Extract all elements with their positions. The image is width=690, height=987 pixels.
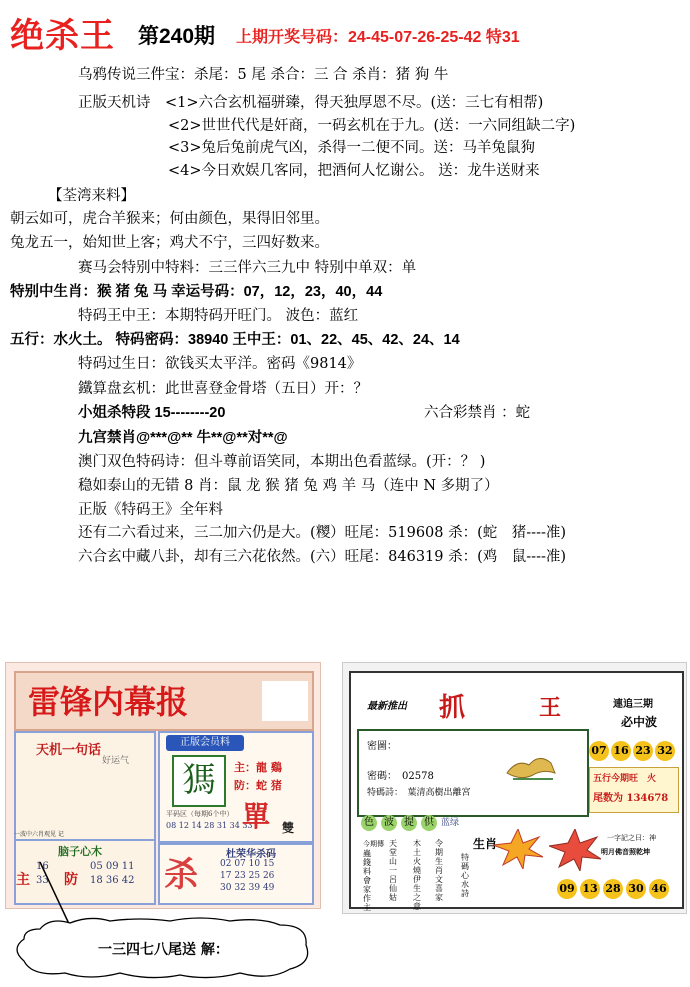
sebo-char: 供 xyxy=(421,815,437,831)
zhu-num-a: 16 xyxy=(36,861,49,872)
col-jinqi: 今期傳 xyxy=(363,840,384,848)
mingyue-text: 明月佛音照乾坤 xyxy=(601,847,650,856)
big-char: 獁 xyxy=(172,755,226,807)
sebo-char: 色 xyxy=(361,815,377,831)
sheng-label: 生肖 xyxy=(473,837,498,851)
zhu-label: 主 xyxy=(16,872,30,888)
fang-animals: 防：蛇 猪 xyxy=(234,779,282,792)
sha-nums-3: 30 32 39 49 xyxy=(220,883,275,893)
line-wuxing: 五行：水火土。 特码密码：38940 王中王：01、22、45、42、24、14 xyxy=(10,332,460,348)
line-tianji-2: <2>世世代代是奸商，一码玄机在于九。(送：一六同组缺二字) xyxy=(168,118,576,134)
line-xiaojie: 小姐杀特段 15--------20 xyxy=(78,405,226,421)
teshi-value: 特碼詩： 葉清高樹出離宮 xyxy=(367,788,471,798)
col-1: 蟲錢料會家作主 xyxy=(363,849,371,912)
cloud-text: 一三四七八尾送 解： xyxy=(98,942,229,958)
ping-label: 平码区（每期6个中） xyxy=(166,810,234,818)
line-saima: 赛马会特别中特料：三三伴六三九中 特别中单双：单 xyxy=(78,260,417,276)
line-tulong: 兔龙五一，始知世上客；鸡犬不宁，三四好数来。 xyxy=(10,235,329,251)
previous-result: 上期开奖号码：24-45-07-26-25-42 特31 xyxy=(236,29,520,46)
zhu-num-b: 33 xyxy=(36,875,49,886)
sha-char: 杀 xyxy=(164,855,198,895)
zhua-lian: 連追三期 xyxy=(613,699,653,710)
mima-label: 密圖： xyxy=(367,741,397,752)
ping-numbers: 08 12 14 28 31 34 33 xyxy=(166,821,253,830)
zhua-wang-panel xyxy=(342,662,687,914)
sebo-row xyxy=(361,815,459,831)
weishu-text: 尾数为 134678 xyxy=(593,793,669,804)
section-quanwan: 【荃湾来料】 xyxy=(48,188,135,204)
ball: 07 xyxy=(589,741,609,761)
line-jinxiao: 六合彩禁肖 ：蛇 xyxy=(424,405,531,421)
col-5: 特碼心水詩 xyxy=(461,853,469,898)
zhua-title-b: 王 xyxy=(539,695,562,721)
line-tianji-3: <3>兔后兔前虎气凶，杀得一二便不同。送：马羊兔鼠狗 xyxy=(168,140,536,156)
col-4: 令期生肖文喜家 xyxy=(435,839,443,902)
balls-row-2 xyxy=(557,879,669,899)
issue-number: 第240期 xyxy=(138,25,216,48)
line-tianji-4: <4>今日欢娱几客同，把酒何人忆谢公。 送：龙牛送财来 xyxy=(168,163,540,179)
line-zhaoyun: 朝云如可，虎合羊猴来；何由颜色，果得旧邻里。 xyxy=(10,211,329,227)
ball: 28 xyxy=(603,879,623,899)
blank-patch xyxy=(262,681,308,721)
dragon-image xyxy=(503,743,559,787)
cloud-bubble xyxy=(10,915,315,981)
zhua-new: 最新推出 xyxy=(367,701,407,712)
yizi-text: 一字記之曰：神 xyxy=(607,834,656,842)
ball: 16 xyxy=(611,741,631,761)
line-wangwei-2: 六合玄中藏八卦，却有三六花依然。(六）旺尾：846319 杀：(鸡 鼠----准) xyxy=(78,549,567,565)
member-box-title: 正版会员料 xyxy=(166,735,244,751)
ball: 46 xyxy=(649,879,669,899)
ball: 32 xyxy=(655,741,675,761)
sebo-char: 波 xyxy=(381,815,397,831)
line-wangzhongwang: 特码王中王：本期特码开旺门。 波色：蓝红 xyxy=(78,308,359,324)
starburst-right xyxy=(549,829,601,871)
dan-char: 單 xyxy=(242,800,271,833)
line-jiugong: 九宫禁肖@***@** 牛**@**对**@ xyxy=(78,430,288,446)
col-3: 木土火燒伊生之意 xyxy=(413,839,421,911)
leifeng-title: 雷锋内幕报 xyxy=(28,683,189,721)
line-wuya: 乌鸦传说三件宝：杀尾：5 尾 杀合：三 合 杀肖：猪 狗 牛 xyxy=(78,67,449,83)
line-tiesuan: 鐵算盘玄机：此世喜登金骨塔（五日）开：？ xyxy=(78,381,368,397)
sebo-char: 提 xyxy=(401,815,417,831)
balls-row-1 xyxy=(589,741,675,761)
tianji-heading: 天机一句话 xyxy=(36,743,102,758)
wuxing-text: 五行今期旺 火 xyxy=(593,774,657,784)
xin-label: 脑子心木 xyxy=(58,845,102,858)
ball: 13 xyxy=(580,879,600,899)
sha-nums-2: 17 23 25 26 xyxy=(220,871,275,881)
zhu-animals: 主：龍 鷄 xyxy=(234,761,282,774)
line-shengri: 特码过生日：欲钱买太平洋。密码《9814》 xyxy=(78,356,362,372)
col-2: 天堂山一呂仙姑 xyxy=(389,839,397,902)
ball: 09 xyxy=(557,879,577,899)
zhua-title-a: 抓 xyxy=(439,693,466,723)
tianji-sub: 好运气 xyxy=(102,756,130,766)
line-wangwei-1: 还有二六看过来，三二加六仍是大。(糭）旺尾：519608 杀：(蛇 猪----准) xyxy=(78,525,567,541)
line-aomen: 澳门双色特码诗：但斗尊前语笑同，本期出色看蓝绿。(开：？ ) xyxy=(78,454,486,470)
sha-title: 杜荣华杀码 xyxy=(226,849,276,860)
shuang-char: 雙 xyxy=(282,821,295,835)
mima-value: 密碼： 02578 xyxy=(367,771,434,782)
left-label: 一波中六肖观见 记 xyxy=(14,831,64,838)
ball: 30 xyxy=(626,879,646,899)
fang-num-d: 18 36 42 xyxy=(90,875,135,886)
logo-title: 绝杀王 xyxy=(10,16,115,56)
ball: 23 xyxy=(633,741,653,761)
fang-label: 防 xyxy=(64,872,78,888)
zhua-bizhong: 必中波 xyxy=(621,715,658,729)
line-tianji-1: 正版天机诗 <1>六合玄机福骈臻，得天独厚恩不尽。(送：三七有相帮) xyxy=(78,95,544,111)
line-quannian: 正版《特码王》全年料 xyxy=(78,502,223,518)
line-shengxiao: 特别中生肖：猴 猪 兔 马 幸运号码：07，12，23，40，44 xyxy=(10,284,383,300)
sha-nums-1: 02 07 10 15 xyxy=(220,859,275,869)
sebo-value: 蓝绿 xyxy=(441,818,460,828)
line-wencuo: 稳如泰山的无错 8 肖：鼠 龙 猴 猪 兔 鸡 羊 马（连中 N 多期了） xyxy=(78,478,499,494)
starburst-left xyxy=(493,829,543,869)
fang-num-c: 05 09 11 xyxy=(90,861,135,872)
